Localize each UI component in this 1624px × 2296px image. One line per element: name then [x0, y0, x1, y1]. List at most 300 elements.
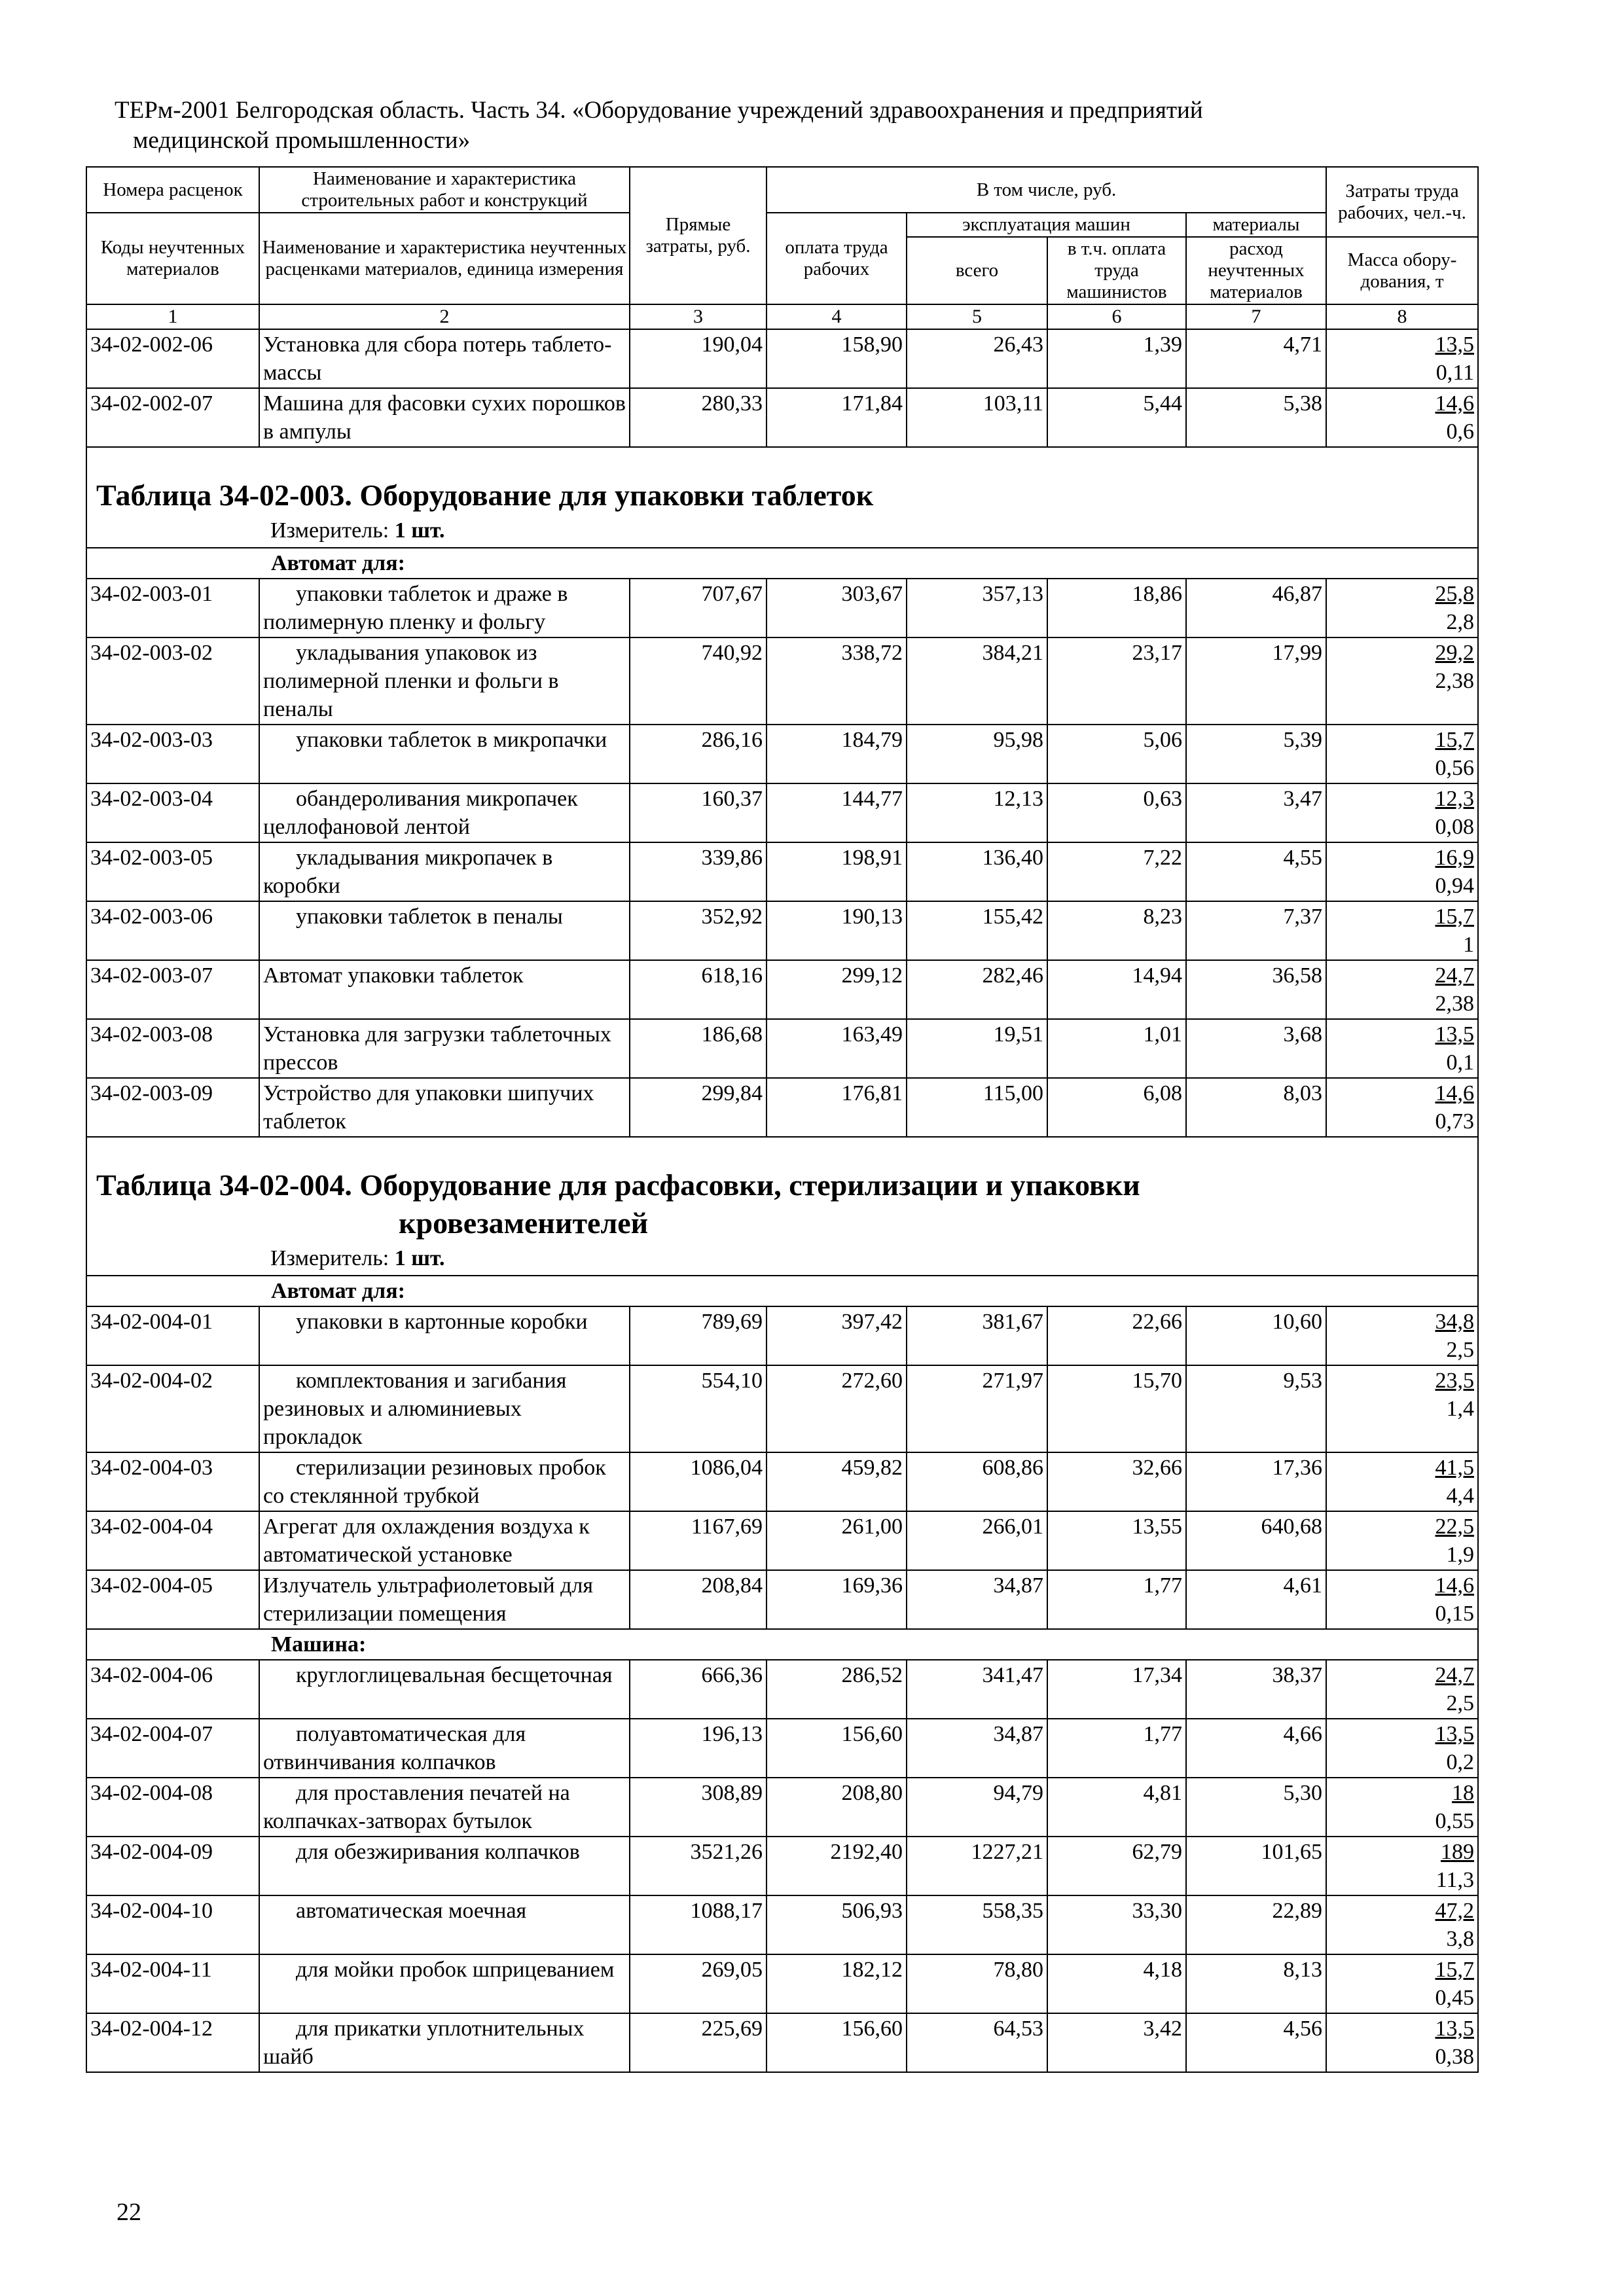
- rate-code: 34-02-003-05: [86, 842, 259, 901]
- labor-and-mass: [1326, 579, 1478, 637]
- header-direct-costs: Прямые затраты, руб.: [630, 167, 767, 304]
- materials: 36,58: [1186, 960, 1326, 1019]
- table-row: [86, 1019, 1478, 1078]
- group-label-text: Автомат для:: [271, 551, 405, 575]
- table-row: [86, 1660, 1478, 1719]
- table-row: [86, 388, 1478, 447]
- header-machines-wages: в т.ч. оплата труда машинистов: [1047, 237, 1186, 304]
- col-number-7: 7: [1186, 304, 1326, 329]
- column-numbers-row: [86, 304, 1478, 329]
- materials: 4,66: [1186, 1719, 1326, 1778]
- group-row: [86, 1276, 1478, 1306]
- direct-costs: 666,36: [630, 1660, 767, 1719]
- direct-costs: 186,68: [630, 1019, 767, 1078]
- table-title: [87, 448, 1477, 514]
- work-name-text: стерилизации резиновых пробок со стеклянной трубкой: [263, 1456, 606, 1508]
- direct-costs: 308,89: [630, 1778, 767, 1837]
- table-row: [86, 1078, 1478, 1137]
- labor-hours: 16,9: [1435, 846, 1474, 870]
- labor-hours: 13,5: [1435, 1722, 1474, 1746]
- rate-code: 34-02-002-06: [86, 329, 259, 388]
- rate-code: 34-02-004-02: [86, 1365, 259, 1452]
- worker-wages: 299,12: [767, 960, 907, 1019]
- work-name-text: для проставления печатей на колпачках-затворах бутылок: [263, 1781, 570, 1833]
- work-name: [259, 1954, 630, 2013]
- work-name: [259, 1452, 630, 1511]
- work-name-text: упаковки таблеток в микропачки: [296, 728, 607, 752]
- page-number: 22: [117, 2198, 141, 2226]
- equipment-mass: 1,9: [1446, 1543, 1474, 1567]
- group-row: [86, 1629, 1478, 1660]
- work-name: [259, 960, 630, 1019]
- direct-costs: 352,92: [630, 901, 767, 960]
- direct-costs: 225,69: [630, 2013, 767, 2072]
- labor-and-mass: [1326, 842, 1478, 901]
- header-line-1: ТЕРм-2001 Белгородская область. Часть 34. «Оборудование учреждений здравоохранения и предприятий: [115, 97, 1203, 124]
- labor-and-mass: [1326, 388, 1478, 447]
- machines-total: 384,21: [907, 637, 1047, 725]
- table-row: [86, 1778, 1478, 1837]
- labor-hours: 22,5: [1435, 1515, 1474, 1539]
- equipment-mass: 2,38: [1435, 669, 1474, 693]
- table-row: [86, 637, 1478, 725]
- machines-total: 136,40: [907, 842, 1047, 901]
- machines-total: 34,87: [907, 1570, 1047, 1629]
- work-name: [259, 1895, 630, 1954]
- table-row: [86, 329, 1478, 388]
- labor-and-mass: [1326, 1078, 1478, 1137]
- rate-code: 34-02-003-07: [86, 960, 259, 1019]
- rate-code: 34-02-004-01: [86, 1306, 259, 1365]
- direct-costs: 286,16: [630, 725, 767, 783]
- work-name: [259, 1570, 630, 1629]
- labor-and-mass: [1326, 1511, 1478, 1570]
- materials: 7,37: [1186, 901, 1326, 960]
- machinist-wages: 17,34: [1047, 1660, 1186, 1719]
- materials: 22,89: [1186, 1895, 1326, 1954]
- table-title-line: Таблица 34-02-004. Оборудование для расфасовки, стерилизации и упаковки: [96, 1168, 1140, 1202]
- materials: 4,71: [1186, 329, 1326, 388]
- equipment-mass: 0,45: [1435, 1986, 1474, 2010]
- equipment-mass: 11,3: [1435, 1868, 1474, 1892]
- work-name-text: Автомат упаковки таблеток: [263, 963, 524, 988]
- group-label-text: Автомат для:: [271, 1279, 405, 1303]
- rate-code: 34-02-003-04: [86, 783, 259, 842]
- machinist-wages: 33,30: [1047, 1895, 1186, 1954]
- materials: 5,39: [1186, 725, 1326, 783]
- rate-code: 34-02-004-07: [86, 1719, 259, 1778]
- work-name-text: Агрегат для охлаждения воздуха к автоматической установке: [263, 1515, 590, 1567]
- machines-total: 103,11: [907, 388, 1047, 447]
- labor-hours: 14,6: [1435, 391, 1474, 416]
- header-wages: оплата труда рабочих: [767, 213, 907, 304]
- worker-wages: 156,60: [767, 1719, 907, 1778]
- unit-label: Измеритель:: [270, 1246, 389, 1270]
- labor-hours: 18: [1452, 1781, 1474, 1805]
- machines-total: 266,01: [907, 1511, 1047, 1570]
- work-name-text: Излучатель ультрафиолетовый для стерилизации помещения: [263, 1573, 593, 1626]
- equipment-mass: 2,8: [1446, 610, 1474, 634]
- equipment-mass: 0,15: [1435, 1602, 1474, 1626]
- work-name-text: упаковки таблеток и драже в полимерную пленку и фольгу: [263, 582, 568, 634]
- materials: 10,60: [1186, 1306, 1326, 1365]
- labor-hours: 12,3: [1435, 787, 1474, 811]
- materials: 101,65: [1186, 1837, 1326, 1895]
- equipment-mass: 0,94: [1435, 874, 1474, 898]
- table-row: [86, 842, 1478, 901]
- header-name-bottom: Наименование и характеристика неучтенных расценками материалов, единица измерения: [259, 213, 630, 304]
- unit-value: 1 шт.: [394, 1246, 445, 1270]
- materials: 46,87: [1186, 579, 1326, 637]
- table-row: [86, 1895, 1478, 1954]
- header-materials: материалы: [1186, 213, 1326, 237]
- materials: 9,53: [1186, 1365, 1326, 1452]
- header-codes-bottom: Коды неучтенных материалов: [86, 213, 259, 304]
- work-name-text: упаковки в картонные коробки: [296, 1310, 588, 1334]
- rates-table: [86, 166, 1479, 2073]
- direct-costs: 208,84: [630, 1570, 767, 1629]
- header-materials-unaccounted: расход неучтенных материалов: [1186, 237, 1326, 304]
- machinist-wages: 5,44: [1047, 388, 1186, 447]
- work-name-text: Установка для сбора потерь таблето-массы: [263, 332, 612, 385]
- table-title: [87, 1138, 1477, 1242]
- table-row: [86, 1365, 1478, 1452]
- labor-hours: 24,7: [1435, 963, 1474, 988]
- header-line-2: медицинской промышленности»: [133, 127, 471, 154]
- labor-hours: 47,2: [1435, 1899, 1474, 1923]
- labor-and-mass: [1326, 725, 1478, 783]
- labor-and-mass: [1326, 329, 1478, 388]
- work-name-text: укладывания упаковок из полимерной пленки и фольги в пеналы: [263, 641, 559, 721]
- work-name: [259, 1078, 630, 1137]
- unit-value: 1 шт.: [394, 518, 445, 543]
- work-name: [259, 1837, 630, 1895]
- materials: 8,03: [1186, 1078, 1326, 1137]
- labor-hours: 14,6: [1435, 1573, 1474, 1598]
- col-number-3: 3: [630, 304, 767, 329]
- machinist-wages: 8,23: [1047, 901, 1186, 960]
- machines-total: 115,00: [907, 1078, 1047, 1137]
- work-name-text: укладывания микропачек в коробки: [263, 846, 553, 898]
- direct-costs: 3521,26: [630, 1837, 767, 1895]
- machines-total: 381,67: [907, 1306, 1047, 1365]
- direct-costs: 196,13: [630, 1719, 767, 1778]
- labor-and-mass: [1326, 1895, 1478, 1954]
- col-number-6: 6: [1047, 304, 1186, 329]
- worker-wages: 176,81: [767, 1078, 907, 1137]
- machinist-wages: 62,79: [1047, 1837, 1186, 1895]
- equipment-mass: 0,1: [1446, 1050, 1474, 1075]
- rate-code: 34-02-003-03: [86, 725, 259, 783]
- materials: 8,13: [1186, 1954, 1326, 2013]
- work-name: [259, 388, 630, 447]
- unit-label: Измеритель:: [270, 518, 389, 543]
- labor-and-mass: [1326, 637, 1478, 725]
- machinist-wages: 4,18: [1047, 1954, 1186, 2013]
- labor-and-mass: [1326, 1719, 1478, 1778]
- machines-total: 608,86: [907, 1452, 1047, 1511]
- table-row: [86, 1837, 1478, 1895]
- machines-total: 19,51: [907, 1019, 1047, 1078]
- table-row: [86, 901, 1478, 960]
- machinist-wages: 1,01: [1047, 1019, 1186, 1078]
- machinist-wages: 13,55: [1047, 1511, 1186, 1570]
- work-name-text: для мойки пробок шприцеванием: [296, 1958, 615, 1982]
- materials: 17,36: [1186, 1452, 1326, 1511]
- rate-code: 34-02-003-09: [86, 1078, 259, 1137]
- table-row: [86, 1954, 1478, 2013]
- group-label-text: Машина:: [271, 1632, 367, 1657]
- rate-code: 34-02-004-10: [86, 1895, 259, 1954]
- work-name-text: Устройство для упаковки шипучих таблеток: [263, 1081, 594, 1134]
- equipment-mass: 4,4: [1446, 1484, 1474, 1508]
- direct-costs: 339,86: [630, 842, 767, 901]
- worker-wages: 397,42: [767, 1306, 907, 1365]
- work-name-text: автоматическая моечная: [296, 1899, 527, 1923]
- header-labor: Затраты труда рабочих, чел.-ч.: [1326, 167, 1478, 237]
- machines-total: 155,42: [907, 901, 1047, 960]
- labor-hours: 25,8: [1435, 582, 1474, 606]
- worker-wages: 169,36: [767, 1570, 907, 1629]
- materials: 5,30: [1186, 1778, 1326, 1837]
- labor-hours: 34,8: [1435, 1310, 1474, 1334]
- machinist-wages: 18,86: [1047, 579, 1186, 637]
- labor-hours: 41,5: [1435, 1456, 1474, 1480]
- machinist-wages: 3,42: [1047, 2013, 1186, 2072]
- labor-and-mass: [1326, 1660, 1478, 1719]
- rate-code: 34-02-003-02: [86, 637, 259, 725]
- machinist-wages: 6,08: [1047, 1078, 1186, 1137]
- work-name: [259, 2013, 630, 2072]
- direct-costs: 618,16: [630, 960, 767, 1019]
- equipment-mass: 0,56: [1435, 756, 1474, 780]
- worker-wages: 158,90: [767, 329, 907, 388]
- machines-total: 1227,21: [907, 1837, 1047, 1895]
- work-name: [259, 1365, 630, 1452]
- work-name: [259, 1511, 630, 1570]
- rate-code: 34-02-003-01: [86, 579, 259, 637]
- equipment-mass: 3,8: [1446, 1927, 1474, 1951]
- work-name: [259, 901, 630, 960]
- machines-total: 78,80: [907, 1954, 1047, 2013]
- header-codes-top: Номера расценок: [86, 167, 259, 213]
- labor-hours: 15,7: [1435, 1958, 1474, 1982]
- machines-total: 94,79: [907, 1778, 1047, 1837]
- machinist-wages: 32,66: [1047, 1452, 1186, 1511]
- equipment-mass: 1: [1463, 933, 1474, 957]
- labor-and-mass: [1326, 1019, 1478, 1078]
- worker-wages: 190,13: [767, 901, 907, 960]
- group-row: [86, 548, 1478, 579]
- machines-total: 95,98: [907, 725, 1047, 783]
- worker-wages: 506,93: [767, 1895, 907, 1954]
- labor-hours: 15,7: [1435, 728, 1474, 752]
- col-number-4: 4: [767, 304, 907, 329]
- header-machines-total: всего: [907, 237, 1047, 304]
- equipment-mass: 0,73: [1435, 1109, 1474, 1134]
- labor-hours: 23,5: [1435, 1369, 1474, 1393]
- rate-code: 34-02-003-06: [86, 901, 259, 960]
- col-number-2: 2: [259, 304, 630, 329]
- rate-code: 34-02-004-05: [86, 1570, 259, 1629]
- machinist-wages: 22,66: [1047, 1306, 1186, 1365]
- work-name-text: упаковки таблеток в пеналы: [296, 905, 563, 929]
- materials: 4,55: [1186, 842, 1326, 901]
- worker-wages: 2192,40: [767, 1837, 907, 1895]
- header-including: В том числе, руб.: [767, 167, 1326, 213]
- machines-total: 64,53: [907, 2013, 1047, 2072]
- table-row: [86, 579, 1478, 637]
- machines-total: 558,35: [907, 1895, 1047, 1954]
- labor-hours: 189: [1441, 1840, 1474, 1864]
- table-header: [86, 167, 1478, 329]
- direct-costs: 1088,17: [630, 1895, 767, 1954]
- rate-code: 34-02-004-03: [86, 1452, 259, 1511]
- work-name-text: Установка для загрузки таблеточных прессов: [263, 1022, 611, 1075]
- machines-total: 34,87: [907, 1719, 1047, 1778]
- machines-total: 271,97: [907, 1365, 1047, 1452]
- labor-hours: 15,7: [1435, 905, 1474, 929]
- table-row: [86, 725, 1478, 783]
- work-name-text: полуавтоматическая для отвинчивания колпачков: [263, 1722, 526, 1774]
- work-name-text: для прикатки уплотнительных шайб: [263, 2017, 585, 2069]
- worker-wages: 144,77: [767, 783, 907, 842]
- col-number-1: 1: [86, 304, 259, 329]
- materials: 5,38: [1186, 388, 1326, 447]
- equipment-mass: 2,5: [1446, 1338, 1474, 1362]
- worker-wages: 286,52: [767, 1660, 907, 1719]
- table-title-line: Таблица 34-02-003. Оборудование для упаковки таблеток: [96, 478, 874, 512]
- machinist-wages: 1,77: [1047, 1570, 1186, 1629]
- worker-wages: 163,49: [767, 1019, 907, 1078]
- table-row: [86, 1306, 1478, 1365]
- table-title-row: [86, 1137, 1478, 1276]
- labor-and-mass: [1326, 2013, 1478, 2072]
- worker-wages: 184,79: [767, 725, 907, 783]
- work-name: [259, 783, 630, 842]
- rate-code: 34-02-004-06: [86, 1660, 259, 1719]
- work-name: [259, 725, 630, 783]
- worker-wages: 156,60: [767, 2013, 907, 2072]
- materials: 4,61: [1186, 1570, 1326, 1629]
- equipment-mass: 0,08: [1435, 815, 1474, 839]
- direct-costs: 740,92: [630, 637, 767, 725]
- work-name: [259, 329, 630, 388]
- rate-code: 34-02-004-08: [86, 1778, 259, 1837]
- direct-costs: 190,04: [630, 329, 767, 388]
- worker-wages: 261,00: [767, 1511, 907, 1570]
- work-name: [259, 1306, 630, 1365]
- worker-wages: 272,60: [767, 1365, 907, 1452]
- work-name: [259, 1019, 630, 1078]
- work-name: [259, 1660, 630, 1719]
- labor-and-mass: [1326, 1570, 1478, 1629]
- direct-costs: 1086,04: [630, 1452, 767, 1511]
- rate-code: 34-02-004-12: [86, 2013, 259, 2072]
- rate-code: 34-02-004-09: [86, 1837, 259, 1895]
- page-header: [115, 96, 1476, 156]
- labor-hours: 13,5: [1435, 2017, 1474, 2041]
- machinist-wages: 4,81: [1047, 1778, 1186, 1837]
- direct-costs: 280,33: [630, 388, 767, 447]
- work-name: [259, 1719, 630, 1778]
- work-name: [259, 637, 630, 725]
- materials: 640,68: [1186, 1511, 1326, 1570]
- labor-and-mass: [1326, 1452, 1478, 1511]
- machinist-wages: 0,63: [1047, 783, 1186, 842]
- materials: 17,99: [1186, 637, 1326, 725]
- labor-hours: 13,5: [1435, 1022, 1474, 1047]
- materials: 3,68: [1186, 1019, 1326, 1078]
- labor-and-mass: [1326, 901, 1478, 960]
- rate-code: 34-02-002-07: [86, 388, 259, 447]
- equipment-mass: 2,38: [1435, 992, 1474, 1016]
- table-row: [86, 2013, 1478, 2072]
- unit-line: [87, 1242, 1477, 1275]
- work-name: [259, 1778, 630, 1837]
- direct-costs: 160,37: [630, 783, 767, 842]
- machines-total: 357,13: [907, 579, 1047, 637]
- table-title-line: кровезаменителей: [399, 1206, 649, 1240]
- machinist-wages: 15,70: [1047, 1365, 1186, 1452]
- direct-costs: 789,69: [630, 1306, 767, 1365]
- labor-hours: 14,6: [1435, 1081, 1474, 1105]
- rate-code: 34-02-003-08: [86, 1019, 259, 1078]
- worker-wages: 171,84: [767, 388, 907, 447]
- machines-total: 12,13: [907, 783, 1047, 842]
- machinist-wages: 1,77: [1047, 1719, 1186, 1778]
- labor-hours: 29,2: [1435, 641, 1474, 665]
- table-title-row: [86, 447, 1478, 548]
- labor-and-mass: [1326, 1954, 1478, 2013]
- worker-wages: 459,82: [767, 1452, 907, 1511]
- machinist-wages: 7,22: [1047, 842, 1186, 901]
- table-row: [86, 1452, 1478, 1511]
- direct-costs: 1167,69: [630, 1511, 767, 1570]
- worker-wages: 338,72: [767, 637, 907, 725]
- equipment-mass: 1,4: [1446, 1397, 1474, 1421]
- labor-and-mass: [1326, 1837, 1478, 1895]
- machinist-wages: 5,06: [1047, 725, 1186, 783]
- worker-wages: 182,12: [767, 1954, 907, 2013]
- work-name-text: обандероливания микропачек целлофановой лентой: [263, 787, 578, 839]
- header-name-top: Наименование и характеристика строительных работ и конструкций: [259, 167, 630, 213]
- worker-wages: 198,91: [767, 842, 907, 901]
- labor-and-mass: [1326, 960, 1478, 1019]
- work-name-text: для обезжиривания колпачков: [296, 1840, 580, 1864]
- work-name: [259, 842, 630, 901]
- work-name-text: Машина для фасовки сухих порошков в ампулы: [263, 391, 626, 444]
- header-machines: эксплуатация машин: [907, 213, 1186, 237]
- equipment-mass: 0,55: [1435, 1809, 1474, 1833]
- header-mass: Масса обору-дования, т: [1326, 237, 1478, 304]
- table-row: [86, 783, 1478, 842]
- labor-hours: 24,7: [1435, 1663, 1474, 1687]
- direct-costs: 707,67: [630, 579, 767, 637]
- labor-and-mass: [1326, 1778, 1478, 1837]
- table-row: [86, 1719, 1478, 1778]
- rate-code: 34-02-004-11: [86, 1954, 259, 2013]
- group-label: [86, 1276, 1478, 1306]
- labor-and-mass: [1326, 1306, 1478, 1365]
- work-name-text: комплектования и загибания резиновых и алюминиевых прокладок: [263, 1369, 567, 1449]
- machinist-wages: 23,17: [1047, 637, 1186, 725]
- table-row: [86, 1570, 1478, 1629]
- materials: 38,37: [1186, 1660, 1326, 1719]
- table-row: [86, 960, 1478, 1019]
- machinist-wages: 1,39: [1047, 329, 1186, 388]
- direct-costs: 554,10: [630, 1365, 767, 1452]
